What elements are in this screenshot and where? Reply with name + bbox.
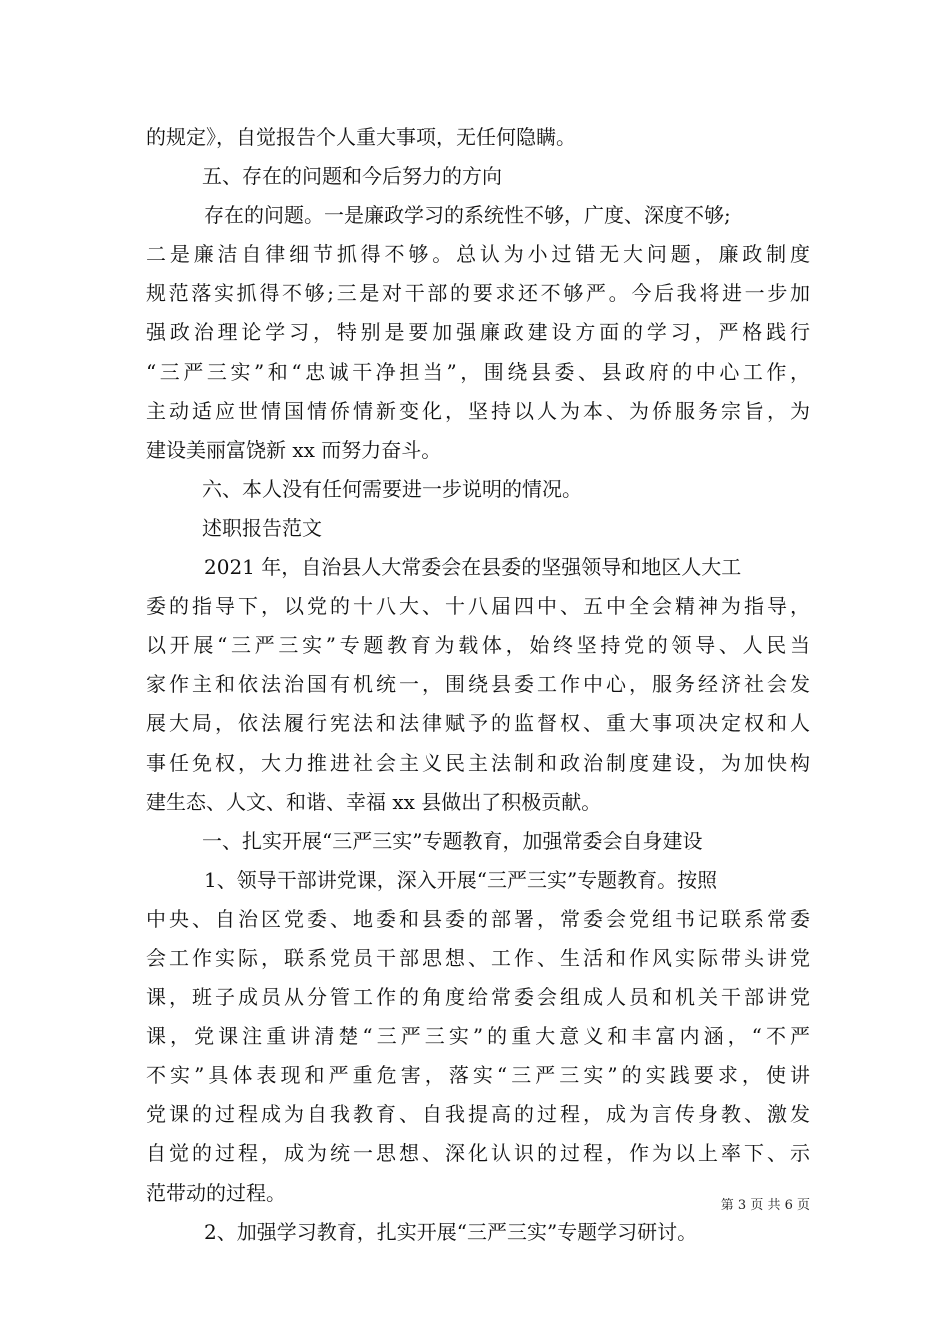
paragraph-line: 2、加强学习教育，扎实开展“三严三实”专题学习研讨。 [204,1219,698,1244]
paragraph-line: 会工作实际，联系党员干部思想、工作、生活和作风实际带头讲党 [146,945,810,970]
paragraph-line: 存在的问题。一是廉政学习的系统性不够，广度、深度不够; [204,203,731,228]
paragraph-line: “三严三实”和“忠诚干净担当”，围绕县委、县政府的中心工作， [146,359,810,384]
paragraph-line: 自觉的过程，成为统一思想、深化认识的过程，作为以上率下、示 [146,1141,810,1166]
paragraph-line: 中央、自治区党委、地委和县委的部署，常委会党组书记联系常委 [146,906,810,931]
page-indicator: 第 3 页 共 6 页 [720,1198,810,1213]
section-heading-6: 六、本人没有任何需要进一步说明的情况。 [202,476,582,501]
paragraph-line: 强政治理论学习，特别是要加强廉政建设方面的学习，严格践行 [146,320,810,345]
paragraph-line: 二是廉洁自律细节抓得不够。总认为小过错无大问题，廉政制度 [146,242,810,267]
paragraph-line: 范带动的过程。 [146,1180,286,1205]
article-title: 述职报告范文 [202,515,322,540]
paragraph-line: 课，党课注重讲清楚“三严三实”的重大意义和丰富内涵，“不严 [146,1024,810,1049]
paragraph-line: 2021 年，自治县人大常委会在县委的坚强领导和地区人大工 [204,555,742,580]
paragraph-line: 建生态、人文、和谐、幸福 xx 县做出了积极贡献。 [146,789,602,814]
paragraph-line: 家作主和依法治国有机统一，围绕县委工作中心，服务经济社会发 [146,672,810,697]
paragraph-line: 课，班子成员从分管工作的角度给常委会组成人员和机关干部讲党 [146,985,810,1010]
paragraph-line: 事任免权，大力推进社会主义民主法制和政治制度建设，为加快构 [146,750,810,775]
paragraph-line: 主动适应世情国情侨情新变化，坚持以人为本、为侨服务宗旨，为 [146,398,810,423]
section-heading-5: 五、存在的问题和今后努力的方向 [202,164,502,189]
paragraph-line: 以开展“三严三实”专题教育为载体，始终坚持党的领导、人民当 [146,633,810,658]
paragraph-line: 规范落实抓得不够;三是对干部的要求还不够严。今后我将进一步加 [146,281,810,306]
paragraph-line: 建设美丽富饶新 xx 而努力奋斗。 [146,437,442,462]
section-heading-1: 一、扎实开展“三严三实”专题教育，加强常委会自身建设 [202,828,703,853]
paragraph-line: 委的指导下，以党的十八大、十八届四中、五中全会精神为指导， [146,594,810,619]
body-text [146,118,810,1252]
paragraph-line: 展大局，依法履行宪法和法律赋予的监督权、重大事项决定权和人 [146,711,810,736]
paragraph-line: 1、领导干部讲党课，深入开展“三严三实”专题教育。按照 [204,867,718,892]
paragraph-line: 的规定》，自觉报告个人重大事项，无任何隐瞒。 [146,125,576,149]
paragraph-line: 党课的过程成为自我教育、自我提高的过程，成为言传身教、激发 [146,1102,810,1127]
paragraph-line: 不实”具体表现和严重危害，落实“三严三实”的实践要求，使讲 [146,1063,810,1088]
